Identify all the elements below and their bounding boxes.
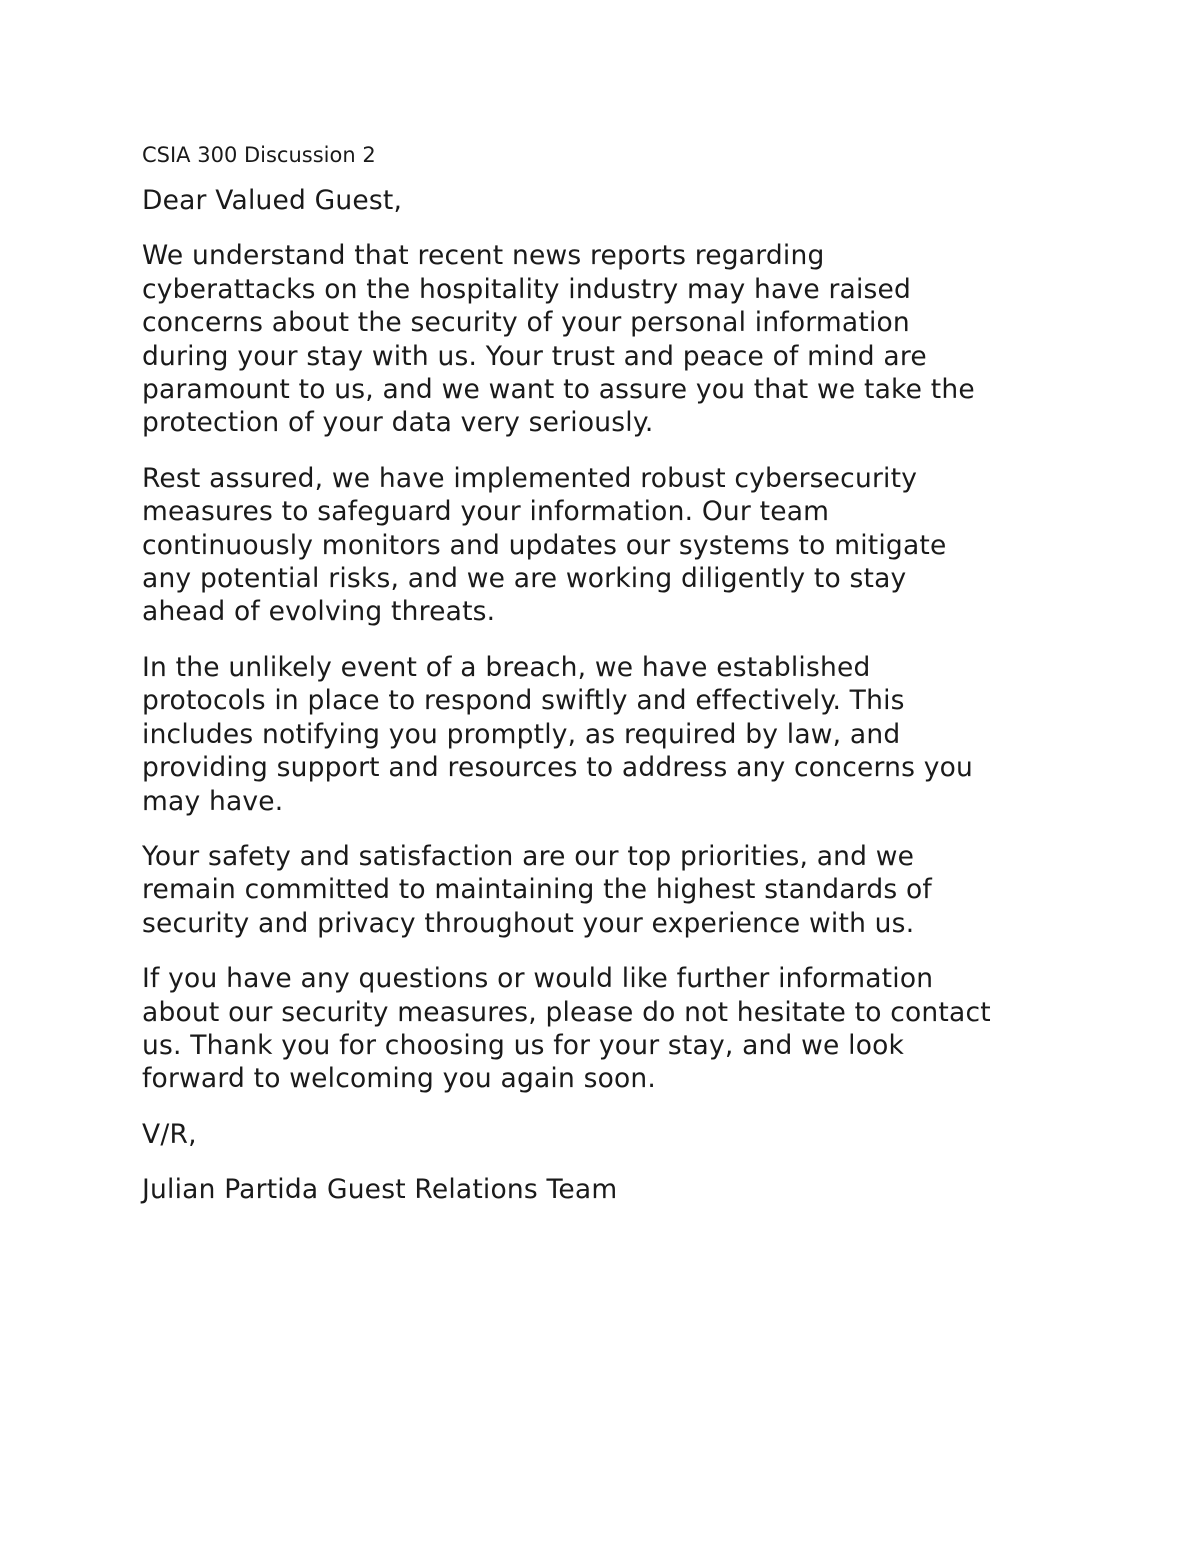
- closing-line: V/R,: [142, 1118, 197, 1150]
- paragraph-line: security and privacy throughout your experience with us.: [142, 907, 915, 939]
- signature-line: Julian Partida Guest Relations Team: [142, 1174, 618, 1206]
- paragraph-line: includes notifying you promptly, as required by law, and: [142, 718, 901, 750]
- paragraph-line: paramount to us, and we want to assure you that we take the: [142, 374, 975, 406]
- paragraph-line: during your stay with us. Your trust and peace of mind are: [142, 340, 927, 372]
- paragraph-line: providing support and resources to address any concerns you: [142, 752, 974, 784]
- paragraph-1: [142, 239, 1082, 439]
- paragraph-line: protection of your data very seriously.: [142, 407, 654, 439]
- paragraph-line: concerns about the security of your personal information: [142, 307, 910, 339]
- paragraph-5: [142, 962, 1082, 1096]
- signature: [142, 1173, 1082, 1206]
- paragraph-line: forward to welcoming you again soon.: [142, 1063, 657, 1095]
- paragraph-4: [142, 840, 1082, 940]
- salutation: [142, 184, 1082, 217]
- paragraph-line: us. Thank you for choosing us for your stay, and we look: [142, 1029, 905, 1061]
- paragraph-line: cyberattacks on the hospitality industry may have raised: [142, 273, 912, 305]
- paragraph-line: measures to safeguard your information. Our team: [142, 496, 830, 528]
- document-page: [142, 140, 1082, 1229]
- paragraph-line: may have.: [142, 785, 284, 817]
- paragraph-line: If you have any questions or would like further information: [142, 963, 934, 995]
- paragraph-line: remain committed to maintaining the highest standards of: [142, 874, 932, 906]
- paragraph-line: protocols in place to respond swiftly and effectively. This: [142, 685, 905, 717]
- paragraph-line: We understand that recent news reports regarding: [142, 240, 825, 272]
- paragraph-2: [142, 462, 1082, 629]
- closing: [142, 1118, 1082, 1151]
- paragraph-line: ahead of evolving threats.: [142, 596, 496, 628]
- paragraph-3: [142, 651, 1082, 818]
- salutation-line: Dear Valued Guest,: [142, 185, 403, 216]
- paragraph-line: about our security measures, please do not hesitate to contact: [142, 996, 991, 1028]
- paragraph-line: continuously monitors and updates our systems to mitigate: [142, 529, 947, 561]
- paragraph-line: Rest assured, we have implemented robust cybersecurity: [142, 462, 918, 494]
- paragraph-line: In the unlikely event of a breach, we have established: [142, 651, 871, 683]
- paragraph-line: any potential risks, and we are working diligently to stay: [142, 563, 907, 595]
- paragraph-line: Your safety and satisfaction are our top priorities, and we: [142, 840, 915, 872]
- document-header: CSIA 300 Discussion 2: [142, 143, 376, 167]
